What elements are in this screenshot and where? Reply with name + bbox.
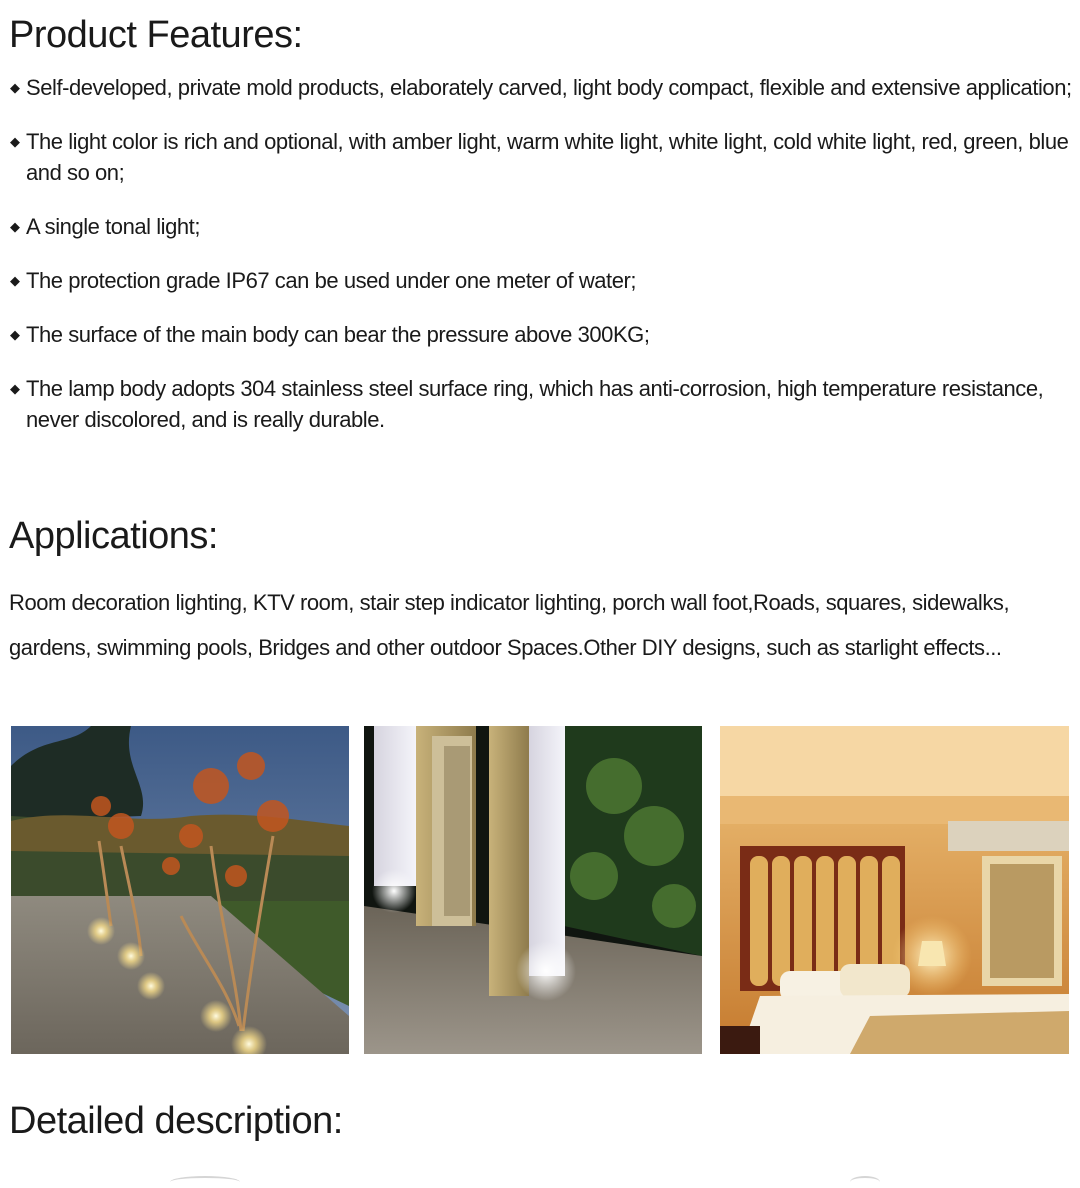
diamond-bullet-icon: ◆ xyxy=(10,80,20,95)
garden-lighting-image xyxy=(11,726,349,1054)
feature-item xyxy=(8,265,1073,296)
feature-text: A single tonal light; xyxy=(26,214,201,239)
feature-item xyxy=(8,319,1073,350)
diamond-bullet-icon: ◆ xyxy=(10,273,20,288)
feature-text: The protection grade IP67 can be used under one meter of water; xyxy=(26,268,637,293)
garden-lighting-photo xyxy=(11,726,349,1054)
diamond-bullet-icon: ◆ xyxy=(10,327,20,342)
diamond-bullet-icon: ◆ xyxy=(10,381,20,396)
detailed-description-heading: Detailed description: xyxy=(9,1100,343,1142)
applications-description: Room decoration lighting, KTV room, stair step indicator lighting, porch wall foot,Roads, squares, sidewalks, gardens, swimming pools, Bridges and other outdoor Spaces.Other DIY designs, such as starlight effects... xyxy=(9,590,1010,660)
feature-item xyxy=(8,126,1073,188)
walkway-lighting-image xyxy=(364,726,702,1054)
feature-text: Self-developed, private mold products, elaborately carved, light body compact, flexible and extensive application; xyxy=(26,75,1072,100)
bedroom-lighting-photo xyxy=(720,726,1069,1054)
feature-text: The surface of the main body can bear the pressure above 300KG; xyxy=(26,322,650,347)
walkway-lighting-photo xyxy=(364,726,702,1054)
feature-item xyxy=(8,211,1073,242)
feature-list xyxy=(8,72,1073,458)
feature-item xyxy=(8,72,1073,103)
applications-heading: Applications: xyxy=(9,515,218,557)
diamond-bullet-icon: ◆ xyxy=(10,219,20,234)
product-features-heading: Product Features: xyxy=(9,14,303,56)
feature-text: The lamp body adopts 304 stainless steel surface ring, which has anti-corrosion, high temperature resistance, never discolored, and is really durable. xyxy=(26,376,1044,432)
feature-text: The light color is rich and optional, with amber light, warm white light, white light, cold white light, red, green, blue and so on; xyxy=(26,129,1069,185)
bedroom-lighting-image xyxy=(720,726,1069,1054)
diamond-bullet-icon: ◆ xyxy=(10,134,20,149)
product-image-edge xyxy=(850,1176,880,1188)
feature-item xyxy=(8,373,1073,435)
product-image-edge xyxy=(170,1176,240,1188)
